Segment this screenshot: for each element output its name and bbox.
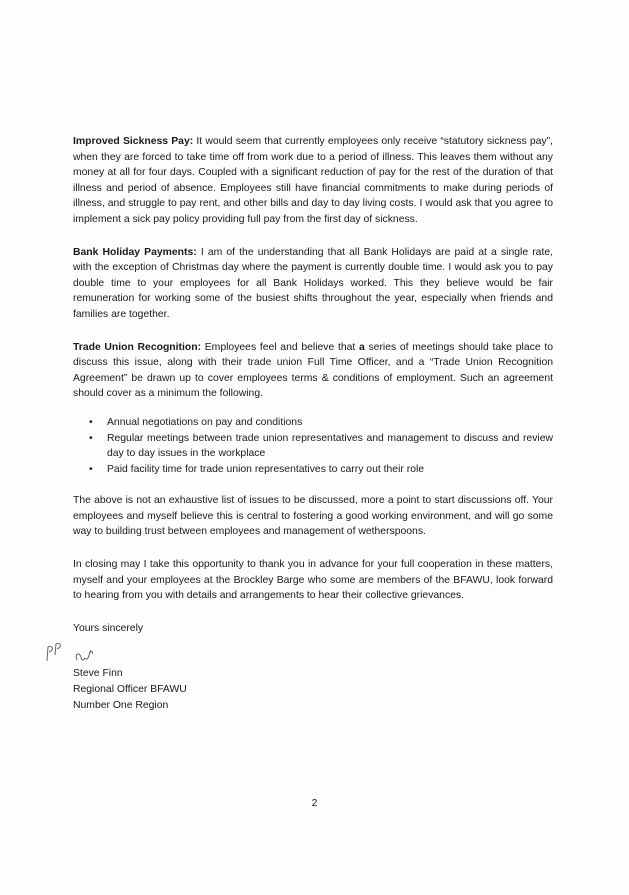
page-number: 2	[311, 798, 318, 809]
bullet-marker: •	[89, 432, 93, 444]
list-item	[89, 431, 553, 462]
bullet-marker: •	[89, 416, 93, 428]
after-list-paragraph: The above is not an exhaustive list of issues to be discussed, more a point to start discussions off. Your employees and myself believe this is central to fostering a good working environment, and will go some way to building trust between employees and management of wetherspoons.	[73, 495, 553, 538]
recognition-text-end: series of meetings should take place to discuss this issue, along with their trade union Full Time Officer, and a “Trade Union Recognition Agreement” be drawn up to cover employees terms & conditions of employment. Such an agreement should cover as a minimum the following.	[73, 341, 553, 400]
sickness-pay-heading: Improved Sickness Pay:	[73, 136, 194, 147]
recognition-requirements-list	[73, 415, 553, 477]
letter-body	[73, 134, 553, 713]
signatory-title: Regional Officer BFAWU	[73, 684, 187, 696]
closing-paragraph: In closing may I take this opportunity to thank you in advance for your full cooperation in these matters, myself and your employees at the Brockley Barge who some are members of the BFAWU, look forward to hearing from you with details and arrangements to hear their collective grievances.	[73, 559, 553, 602]
list-item	[89, 462, 553, 478]
list-item	[89, 415, 553, 431]
sign-off: Yours sincerely	[73, 622, 144, 634]
signatory-region: Number One Region	[73, 699, 169, 711]
sickness-pay-text: It would seem that currently employees only receive “statutory sickness pay”, when they are forced to take time off from work due to a period of illness. This leaves them without any money at all for four days. Coupled with a significant reduction of pay for the rest of the duration of that illness and period of absence. Employees still have financial commitments to make during periods of illness, and struggle to pay rent, and other bills and day to day living costs. I would ask that you agree to implement a sick pay policy providing full pay from the first day of sickness.	[73, 136, 553, 225]
recognition-paragraph	[73, 340, 553, 402]
handwritten-signature	[73, 646, 553, 666]
recognition-text-bold: a	[359, 341, 365, 353]
bullet-marker: •	[89, 463, 93, 475]
list-item-text: Annual negotiations on pay and conditions	[107, 416, 303, 428]
list-item-text: Paid facility time for trade union representatives to carry out their role	[107, 463, 425, 475]
pp-initials-icon	[44, 641, 68, 665]
bank-holiday-text: I am of the understanding that all Bank Holidays are paid at a single rate, with the exception of Christmas day where the payment is currently double time. I would ask you to pay double time to your employees for all Bank Holidays worked. This they believe would be fair remuneration for working some of the busiest shifts throughout the year, especially when friends and families are together.	[73, 246, 553, 320]
recognition-text-start: Employees feel and believe that	[201, 341, 359, 353]
bank-holiday-heading: Bank Holiday Payments:	[73, 246, 197, 258]
list-item-text: Regular meetings between trade union representatives and management to discuss and review day to day issues in the workplace	[107, 432, 553, 460]
bank-holiday-paragraph	[73, 245, 553, 323]
sickness-pay-paragraph	[73, 134, 553, 228]
recognition-heading: Trade Union Recognition:	[73, 341, 202, 353]
signatory-block	[73, 666, 553, 713]
signatory-name: Steve Finn	[73, 668, 123, 680]
signature-scribble-icon	[73, 646, 113, 668]
